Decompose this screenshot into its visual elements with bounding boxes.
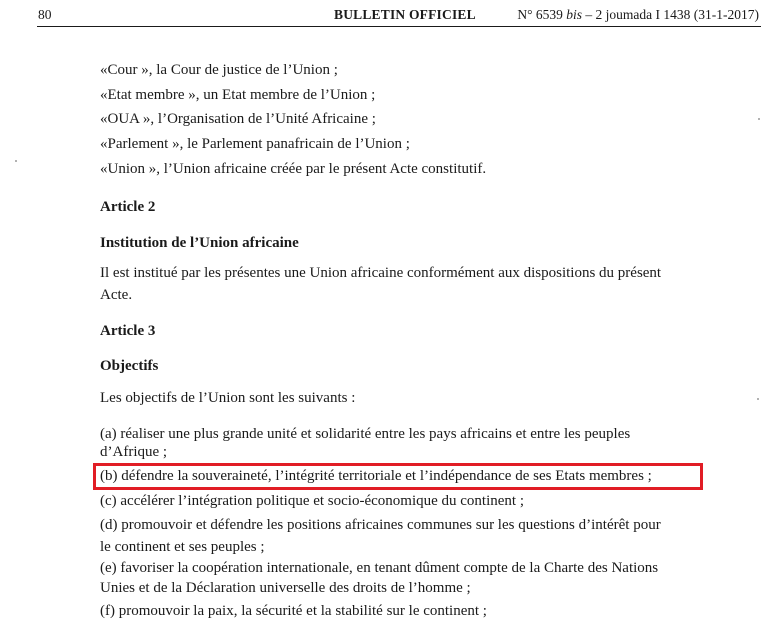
objective-d-line-1: (d) promouvoir et défendre les positions africaines communes sur les questions d’intérêt pour [100,517,661,533]
definition-union: «Union », l’Union africaine créée par le présent Acte constitutif. [100,161,487,177]
objective-a-line-2: d’Afrique ; [100,444,168,460]
issue-bis: bis [566,7,583,22]
objective-d-line-2: le continent et ses peuples ; [100,539,265,555]
issue-date: – 2 joumada I 1438 (31-1-2017) [585,7,759,22]
issue-number: N° 6539 [517,7,563,22]
article-2-title: Institution de l’Union africaine [100,235,299,251]
page-header [38,5,759,25]
definition-etat-membre: «Etat membre », un Etat membre de l’Union ; [100,87,376,103]
article-2-text-line-1: Il est institué par les présentes une Union africaine conformément aux dispositions du présent [100,265,662,281]
objective-a-line-1: (a) réaliser une plus grande unité et solidarité entre les pays africains et entre les peuples [100,426,631,442]
highlight-box-objective-b [93,463,703,490]
definition-parlement: «Parlement », le Parlement panafricain de l’Union ; [100,136,410,152]
definition-cour: «Cour », la Cour de justice de l’Union ; [100,62,338,78]
objective-c: (c) accélérer l’intégration politique et socio-économique du continent ; [100,493,524,509]
bulletin-title: BULLETIN OFFICIEL [334,7,476,22]
scan-speck [757,398,759,400]
scan-speck [758,118,760,120]
article-2-text-line-2: Acte. [100,287,133,303]
article-3-intro: Les objectifs de l’Union sont les suivants : [100,390,356,406]
issue-reference [517,5,759,25]
article-3-title: Objectifs [100,358,159,374]
objective-f: (f) promouvoir la paix, la sécurité et la stabilité sur le continent ; [100,603,487,619]
scan-speck [15,160,17,162]
objective-e-line-2: Unies et de la Déclaration universelle des droits de l’homme ; [100,580,471,596]
page-number: 80 [38,7,52,22]
header-divider [37,26,761,27]
objective-e-line-1: (e) favoriser la coopération internationale, en tenant dûment compte de la Charte des Nations [100,560,659,576]
definition-oua: «OUA », l’Organisation de l’Unité Africaine ; [100,111,376,127]
article-2-heading: Article 2 [100,199,156,215]
objective-b: (b) défendre la souveraineté, l’intégrité territoriale et l’indépendance de ses Etats membres ; [100,468,652,484]
article-3-heading: Article 3 [100,323,156,339]
